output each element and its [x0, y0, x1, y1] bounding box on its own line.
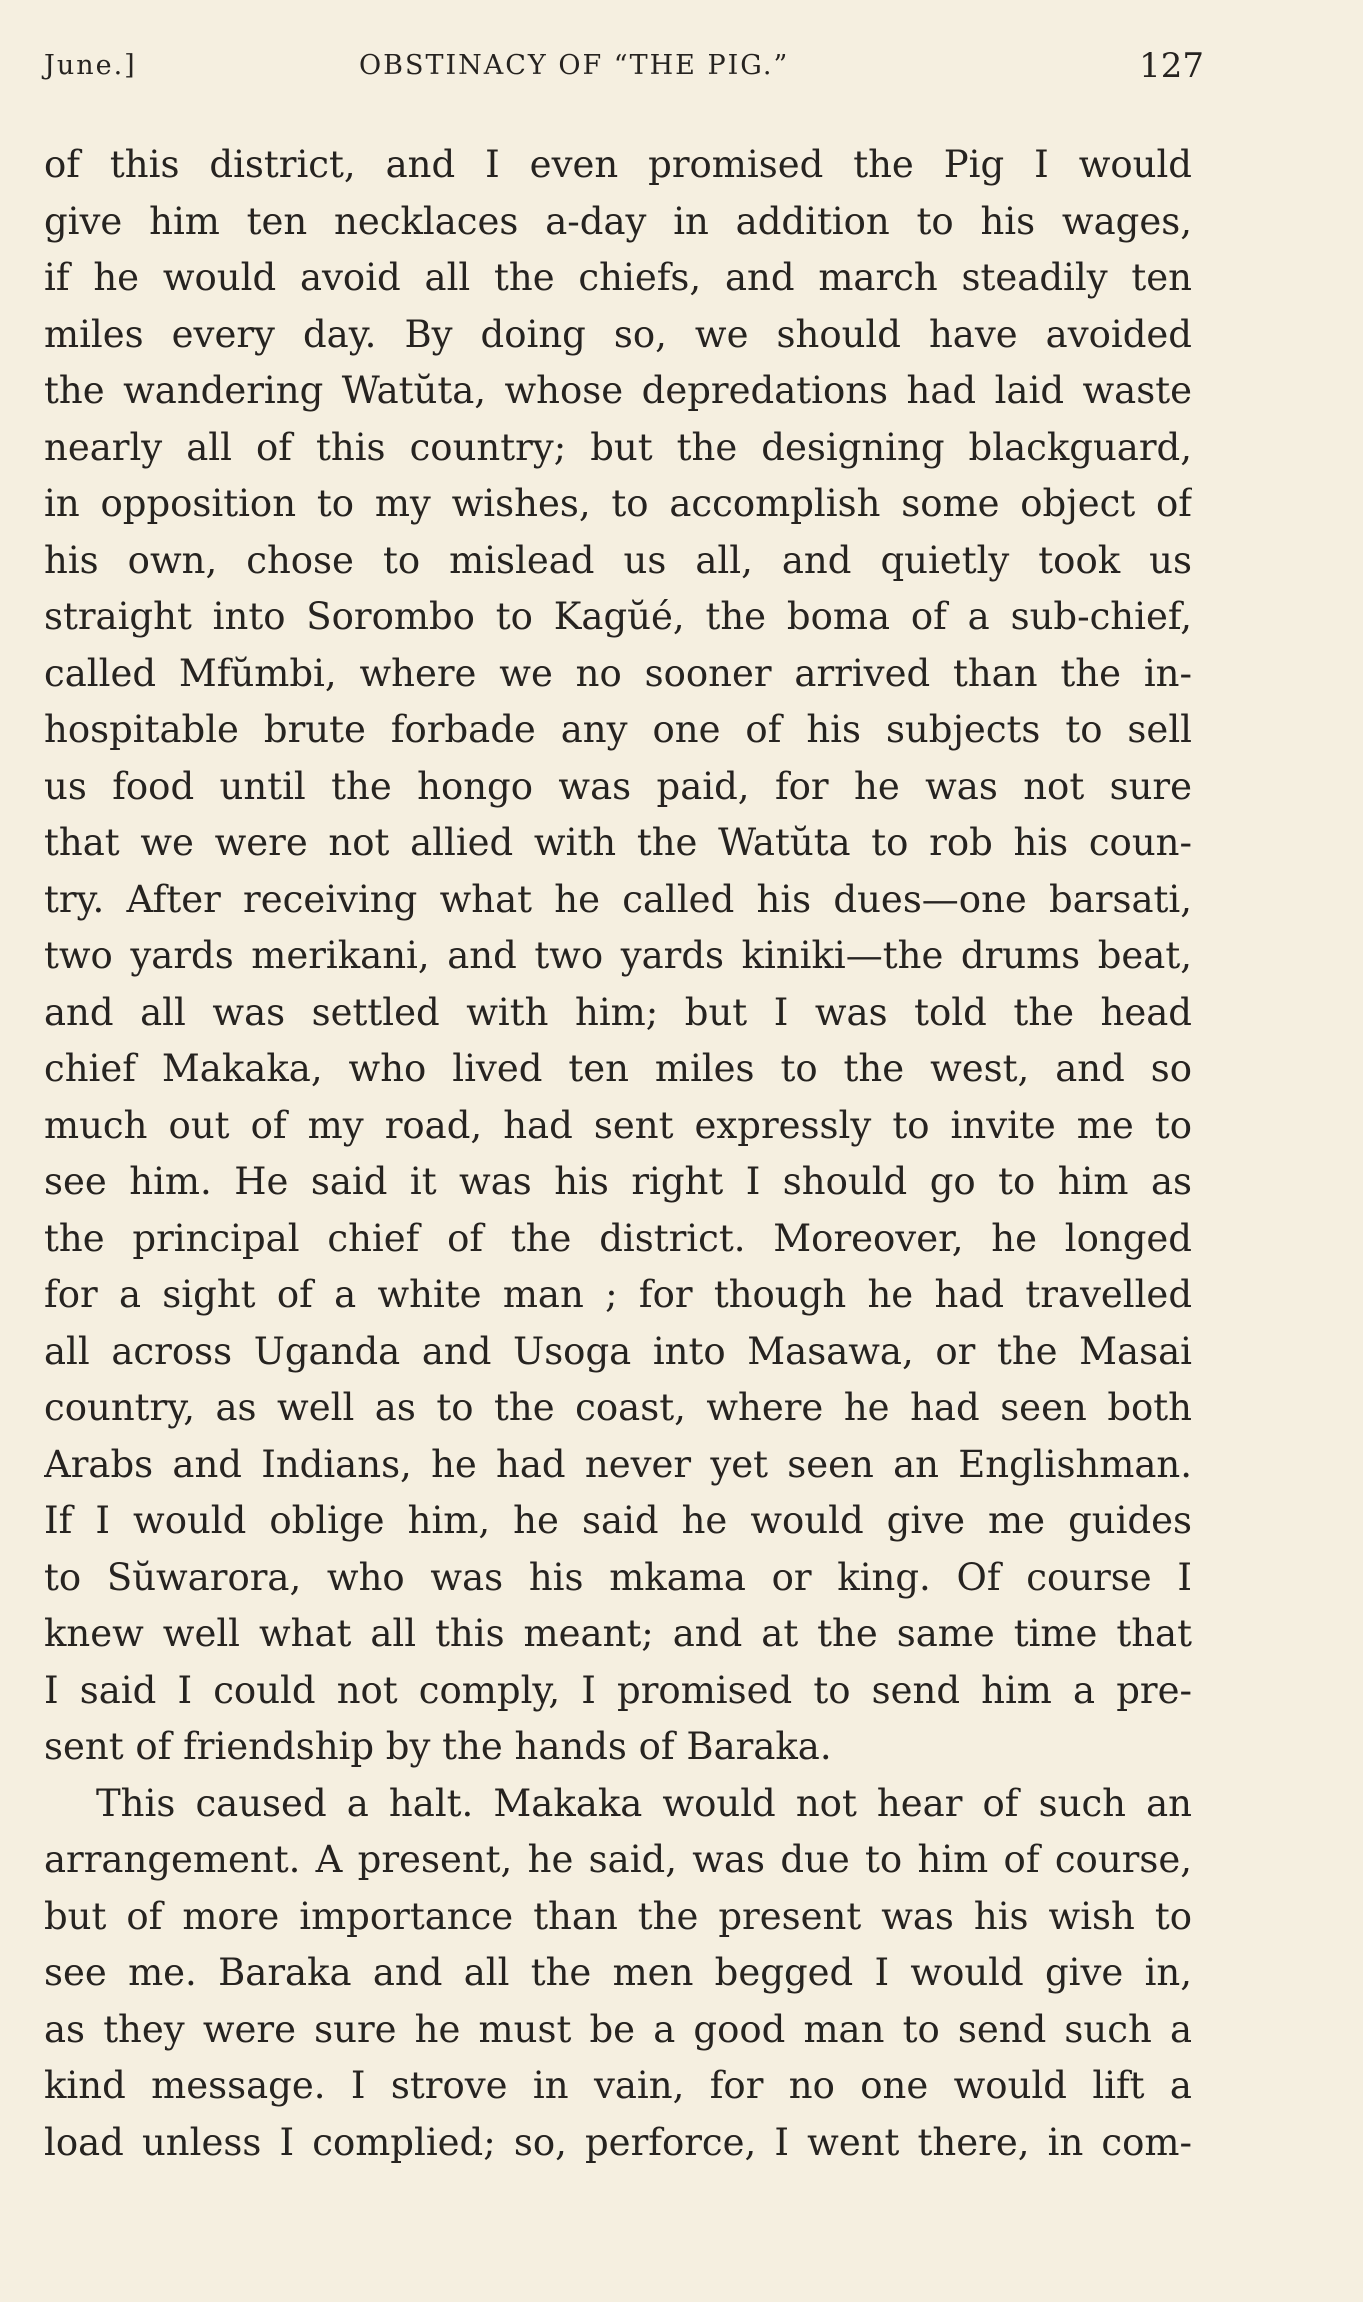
text-line: kind message. I strove in vain, for no one would lift a: [44, 2064, 1192, 2107]
text-line: in opposition to my wishes, to accomplish some object of: [44, 482, 1192, 525]
paragraph-end-line: sent of friendship by the hands of Baraka.: [44, 1725, 832, 1768]
text-line: us food until the hongo was paid, for he was not sure: [44, 764, 1192, 808]
text-line: if he would avoid all the chiefs, and march steadily ten: [44, 256, 1192, 299]
body-text: [44, 137, 1192, 2171]
header-month: June.]: [44, 50, 137, 81]
text-line: that we were not allied with the Watŭta to rob his coun-: [44, 821, 1192, 864]
text-line: for a sight of a white man ; for though he had travelled: [44, 1273, 1192, 1316]
text-line: his own, chose to mislead us all, and quietly took us: [44, 538, 1192, 582]
text-line: see him. He said it was his right I should go to him as: [44, 1160, 1192, 1203]
text-line: of this district, and I even promised the Pig I would: [44, 143, 1192, 186]
text-line: to Sŭwarora, who was his mkama or king. Of course I: [44, 1555, 1192, 1599]
text-line: all across Uganda and Usoga into Masawa, or the Masai: [44, 1329, 1192, 1373]
text-line: the wandering Watŭta, whose depredations had laid waste: [44, 369, 1192, 412]
text-line: miles every day. By doing so, we should have avoided: [44, 312, 1192, 356]
text-line: I said I could not comply, I promised to send him a pre-: [44, 1668, 1192, 1712]
text-line: Arabs and Indians, he had never yet seen an Englishman.: [44, 1442, 1192, 1486]
text-line: knew well what all this meant; and at the same time that: [44, 1612, 1192, 1655]
header-title: OBSTINACY OF “THE PIG.”: [359, 50, 790, 81]
text-line: give him ten necklaces a-day in addition to his wages,: [44, 199, 1192, 243]
text-line: see me. Baraka and all the men begged I would give in,: [44, 1951, 1192, 1994]
page-number: 127: [1139, 46, 1204, 86]
text-line: called Mfŭmbi, where we no sooner arrived than the in-: [44, 651, 1192, 695]
text-line: but of more importance than the present was his wish to: [44, 1894, 1192, 1938]
text-line: hospitable brute forbade any one of his subjects to sell: [44, 708, 1192, 751]
running-head: [44, 46, 1204, 100]
paragraph-start-line: This caused a halt. Makaka would not hear of such an: [96, 1781, 1192, 1825]
text-line: try. After receiving what he called his dues—one barsati,: [44, 877, 1192, 921]
text-line: and all was settled with him; but I was told the head: [44, 990, 1192, 1034]
text-line: If I would oblige him, he said he would give me guides: [44, 1499, 1192, 1542]
text-line: load unless I complied; so, perforce, I went there, in com-: [44, 2120, 1192, 2164]
text-line: straight into Sorombo to Kagŭé, the boma of a sub-chief,: [44, 595, 1192, 638]
text-line: the principal chief of the district. Moreover, he longed: [44, 1216, 1192, 1260]
text-line: two yards merikani, and two yards kiniki—the drums beat,: [44, 934, 1192, 977]
text-line: nearly all of this country; but the designing blackguard,: [44, 425, 1192, 469]
text-line: arrangement. A present, he said, was due to him of course,: [44, 1838, 1192, 1881]
text-line: as they were sure he must be a good man to send such a: [44, 2007, 1192, 2051]
text-line: country, as well as to the coast, where he had seen both: [44, 1386, 1192, 1429]
text-line: chief Makaka, who lived ten miles to the west, and so: [44, 1047, 1192, 1090]
text-line: much out of my road, had sent expressly to invite me to: [44, 1103, 1192, 1147]
